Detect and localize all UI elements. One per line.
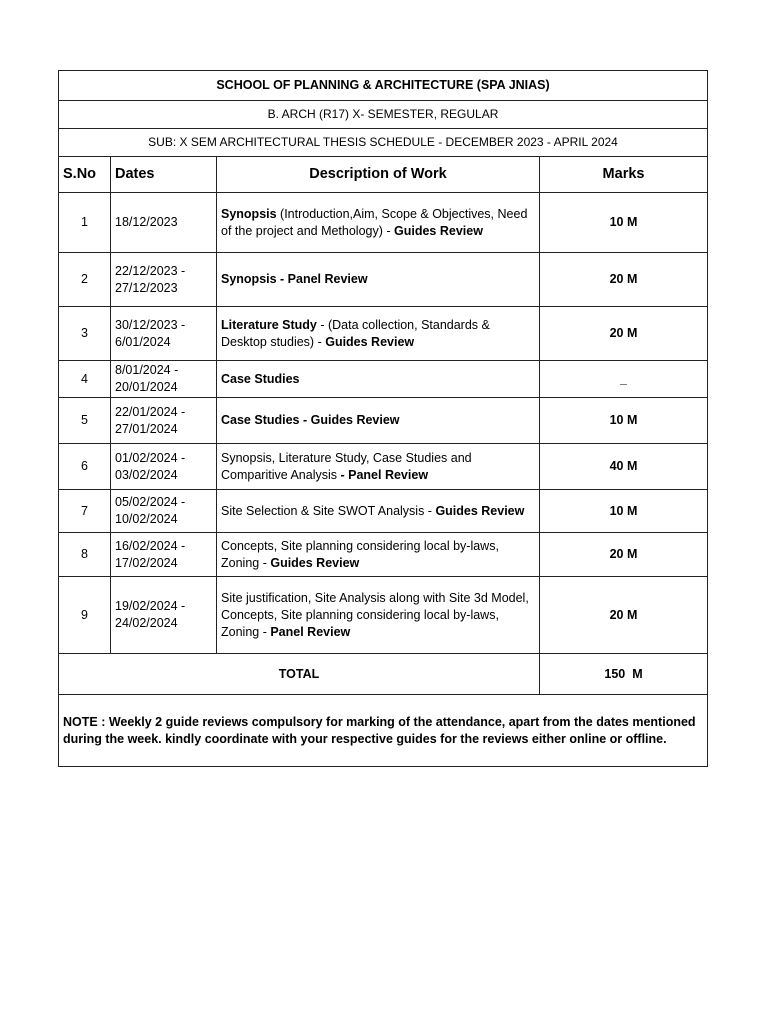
table-row (59, 193, 708, 253)
row-sno: 4 (59, 361, 111, 398)
row-description (217, 193, 540, 253)
row-dates (111, 490, 217, 533)
row-sno: 3 (59, 307, 111, 361)
row-dates (111, 253, 217, 307)
row-sno: 1 (59, 193, 111, 253)
row-date-end: 24/02/2024 (115, 616, 178, 630)
row-desc-text: (Introduction,Aim, Scope & Objectives, Need of the project and Methology) - (221, 206, 528, 238)
row-desc-text: - (Data collection, Standards & Desktop studies) - (221, 317, 490, 349)
row-desc-text: Concepts, Site planning considering local by-laws, Zoning - (221, 538, 499, 570)
row-description (217, 307, 540, 361)
row-marks: 10 M (540, 490, 708, 533)
row-desc-tail: Guides Review (325, 334, 415, 349)
row-dates (111, 398, 217, 444)
row-date-start: 19/02/2024 - (115, 599, 186, 613)
row-date-start: 01/02/2024 - (115, 450, 186, 465)
row-marks: 20 M (540, 307, 708, 361)
row-date-end: 20/01/2024 (115, 380, 178, 394)
row-sno: 2 (59, 253, 111, 307)
row-date-start: 8/01/2024 - (115, 363, 179, 377)
column-header-marks: Marks (540, 157, 708, 193)
row-desc-text: Site Selection & Site SWOT Analysis - (221, 503, 436, 518)
row-desc-bold: Literature Study (221, 317, 317, 332)
row-date-end: 27/01/2024 (115, 421, 178, 436)
row-dates (111, 307, 217, 361)
row-marks: 10 M (540, 193, 708, 253)
row-marks: _ (540, 361, 708, 398)
table-row (59, 444, 708, 490)
program-row (59, 101, 708, 129)
total-label: TOTAL (59, 654, 540, 695)
row-desc-tail: Guides Review (270, 555, 360, 570)
row-sno: 7 (59, 490, 111, 533)
row-description (217, 490, 540, 533)
row-date-end: 10/02/2024 (115, 512, 178, 526)
row-dates (111, 193, 217, 253)
row-date-start: 30/12/2023 - (115, 317, 186, 332)
table-row (59, 490, 708, 533)
table-row (59, 253, 708, 307)
program-title: B. ARCH (R17) X- SEMESTER, REGULAR (59, 101, 708, 129)
row-date-end: 6/01/2024 (115, 334, 171, 349)
thesis-schedule-table (58, 70, 708, 767)
row-desc-tail: Guides Review (394, 223, 483, 238)
row-date-end: 17/02/2024 (115, 555, 178, 570)
row-description (217, 577, 540, 654)
row-date-start: 05/02/2024 - (115, 495, 186, 509)
column-header-description: Description of Work (217, 157, 540, 193)
table-row (59, 361, 708, 398)
row-marks: 20 M (540, 577, 708, 654)
table-row (59, 577, 708, 654)
table-row (59, 307, 708, 361)
table-row (59, 533, 708, 577)
row-sno: 6 (59, 444, 111, 490)
row-sno: 5 (59, 398, 111, 444)
row-description (217, 533, 540, 577)
row-description (217, 361, 540, 398)
note-text: NOTE : Weekly 2 guide reviews compulsory for marking of the attendance, apart from the dates mentioned during the week. kindly coordinate with your respective guides for the reviews either online or offline. (59, 695, 708, 767)
table-row (59, 398, 708, 444)
row-sno: 9 (59, 577, 111, 654)
total-value: 150 M (540, 654, 708, 695)
row-desc-text: Site justification, Site Analysis along with Site 3d Model, Concepts, Site planning considering local by-laws, Zoning - (221, 590, 529, 639)
title-row (59, 71, 708, 101)
row-marks: 20 M (540, 533, 708, 577)
subject-row (59, 129, 708, 157)
row-date-end: 27/12/2023 (115, 280, 178, 295)
row-marks: 20 M (540, 253, 708, 307)
row-date-start: 18/12/2023 (115, 215, 178, 229)
column-header-dates: Dates (111, 157, 217, 193)
note-row (59, 695, 708, 767)
subject-title: SUB: X SEM ARCHITECTURAL THESIS SCHEDULE - DECEMBER 2023 - APRIL 2024 (59, 129, 708, 157)
row-desc-tail: - Panel Review (340, 467, 429, 482)
row-date-end: 03/02/2024 (115, 467, 178, 482)
row-desc-bold: Case Studies (221, 371, 300, 386)
row-desc-bold: Case Studies - Guides Review (221, 413, 400, 427)
row-desc-bold: Synopsis (221, 206, 277, 221)
row-marks: 40 M (540, 444, 708, 490)
row-desc-tail: Panel Review (270, 624, 351, 639)
school-title: SCHOOL OF PLANNING & ARCHITECTURE (SPA JNIAS) (59, 71, 708, 101)
row-description (217, 398, 540, 444)
row-description (217, 444, 540, 490)
row-date-start: 22/01/2024 - (115, 404, 186, 419)
row-sno: 8 (59, 533, 111, 577)
row-marks: 10 M (540, 398, 708, 444)
row-dates (111, 361, 217, 398)
row-desc-text: Synopsis, Literature Study, Case Studies and Comparitive Analysis (221, 450, 472, 482)
row-date-start: 22/12/2023 - (115, 263, 186, 278)
row-date-start: 16/02/2024 - (115, 538, 186, 553)
total-row (59, 654, 708, 695)
row-desc-bold: Synopsis - Panel Review (221, 272, 368, 286)
row-dates (111, 533, 217, 577)
row-desc-tail: Guides Review (435, 503, 525, 518)
column-header-sno: S.No (59, 157, 111, 193)
row-dates (111, 444, 217, 490)
row-dates (111, 577, 217, 654)
row-description (217, 253, 540, 307)
column-header-row (59, 157, 708, 193)
